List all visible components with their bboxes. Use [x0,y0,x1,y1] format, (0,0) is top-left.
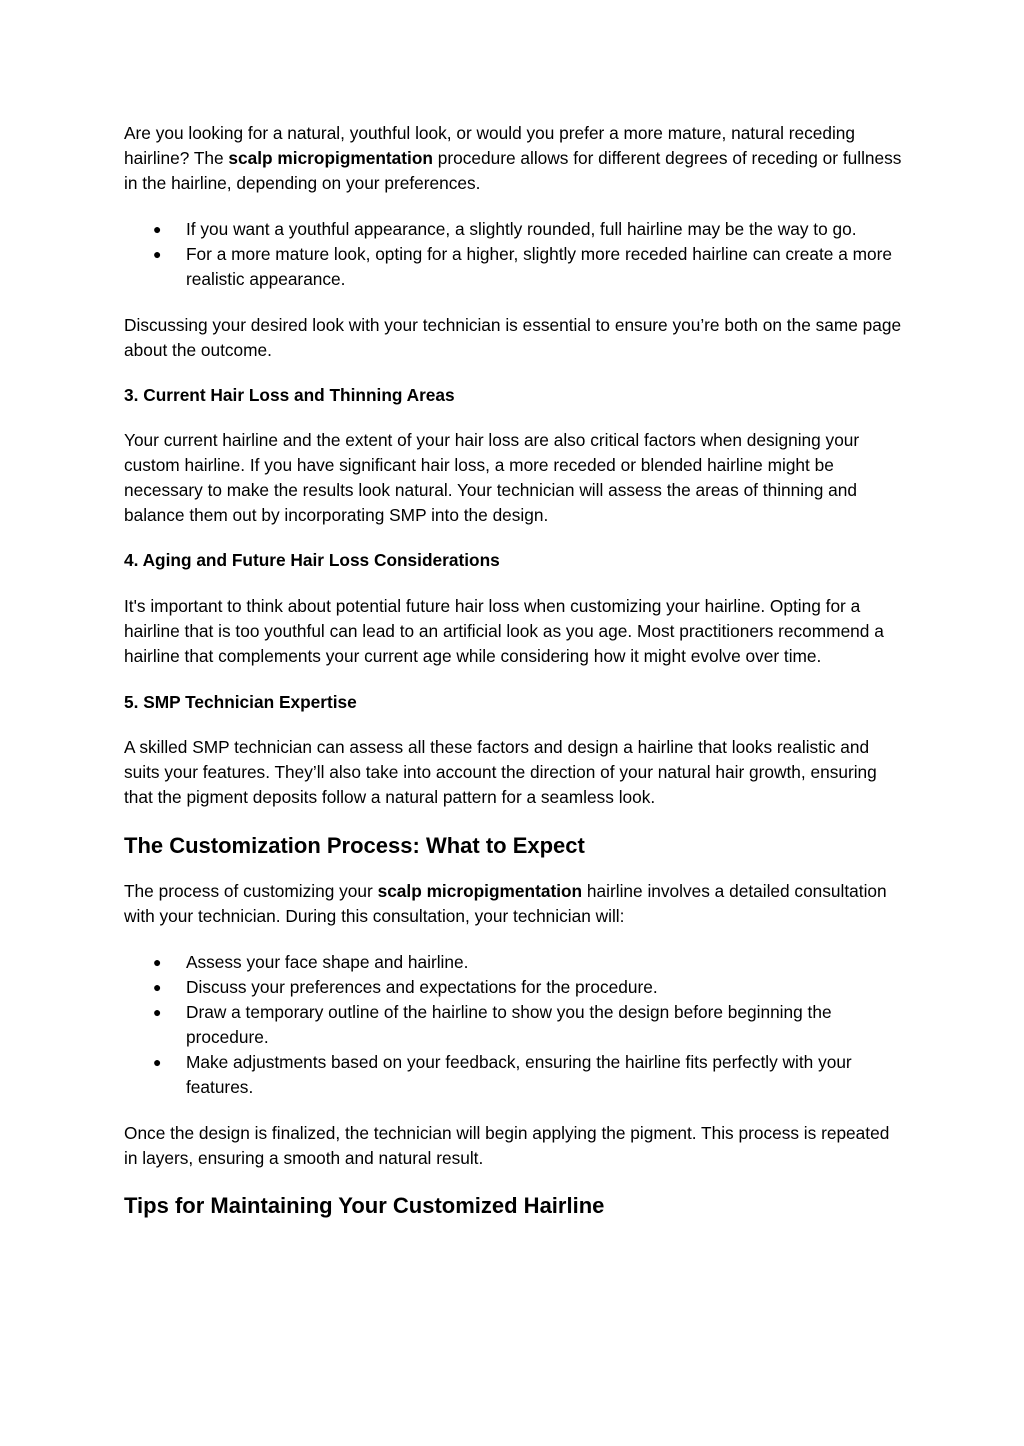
tips-heading: Tips for Maintaining Your Customized Hairline [124,1193,605,1218]
process-heading: The Customization Process: What to Expect [124,833,585,858]
process-intro-paragraph: The process of customizing your scalp micropigmentation hairline involves a detailed consultation with your technician. During this consultation, your technician will: [124,881,887,926]
process-closing-paragraph: Once the design is finalized, the technician will begin applying the pigment. This process is repeated in layers, ensuring a smooth and natural result. [124,1123,890,1168]
bullet-icon: ● [153,246,162,262]
section-3-heading: 3. Current Hair Loss and Thinning Areas [124,385,455,405]
list-item: ● Assess your face shape and hairline. [124,950,904,975]
bold-term: scalp micropigmentation [377,881,583,901]
document-page [124,121,904,1221]
list-item: ● Discuss your preferences and expectations for the procedure. [124,975,904,1000]
intro-closing-paragraph: Discussing your desired look with your technician is essential to ensure you’re both on the same page about the outcome. [124,315,902,360]
section-5-body: A skilled SMP technician can assess all these factors and design a hairline that looks realistic and suits your features. They’ll also take into account the direction of your natural hair growth, ensuring that the pigment deposits follow a natural pattern for a seamless look. [124,737,877,807]
section-3-body: Your current hairline and the extent of your hair loss are also critical factors when designing your custom hairline. If you have significant hair loss, a more receded or blended hairline might be necessary to make the results look natural. Your technician will assess the areas of thinning and balance them out by incorporating SMP into the design. [124,430,860,525]
list-item: ● Make adjustments based on your feedback, ensuring the hairline fits perfectly with your features. [153,1052,852,1097]
bullet-icon: ● [153,1004,162,1020]
bullet-icon: ● [153,954,162,970]
intro-paragraph: Are you looking for a natural, youthful look, or would you prefer a more mature, natural receding hairline? The scalp micropigmentation procedure allows for different degrees of receding or fullness in the hairline, depending on your preferences. [124,123,902,193]
bullet-icon: ● [153,979,162,995]
intro-bullet-list [124,217,904,292]
list-item: ● If you want a youthful appearance, a slightly rounded, full hairline may be the way to go. [124,217,904,242]
section-5-heading: 5. SMP Technician Expertise [124,692,357,712]
section-4-heading: 4. Aging and Future Hair Loss Considerations [124,550,500,570]
list-item: ● For a more mature look, opting for a higher, slightly more receded hairline can create a more realistic appearance. [153,244,892,289]
process-bullet-list [124,950,904,1100]
bold-term: scalp micropigmentation [228,148,433,168]
bullet-icon: ● [153,221,162,237]
section-4-body: It's important to think about potential future hair loss when customizing your hairline. Opting for a hairline that is too youthful can lead to an artificial look as you age. Most practitioners recommend a hairline that complements your current age while considering how it might evolve over time. [124,596,884,666]
bullet-icon: ● [153,1054,162,1070]
list-item: ● Draw a temporary outline of the hairline to show you the design before beginning the procedure. [153,1002,832,1047]
